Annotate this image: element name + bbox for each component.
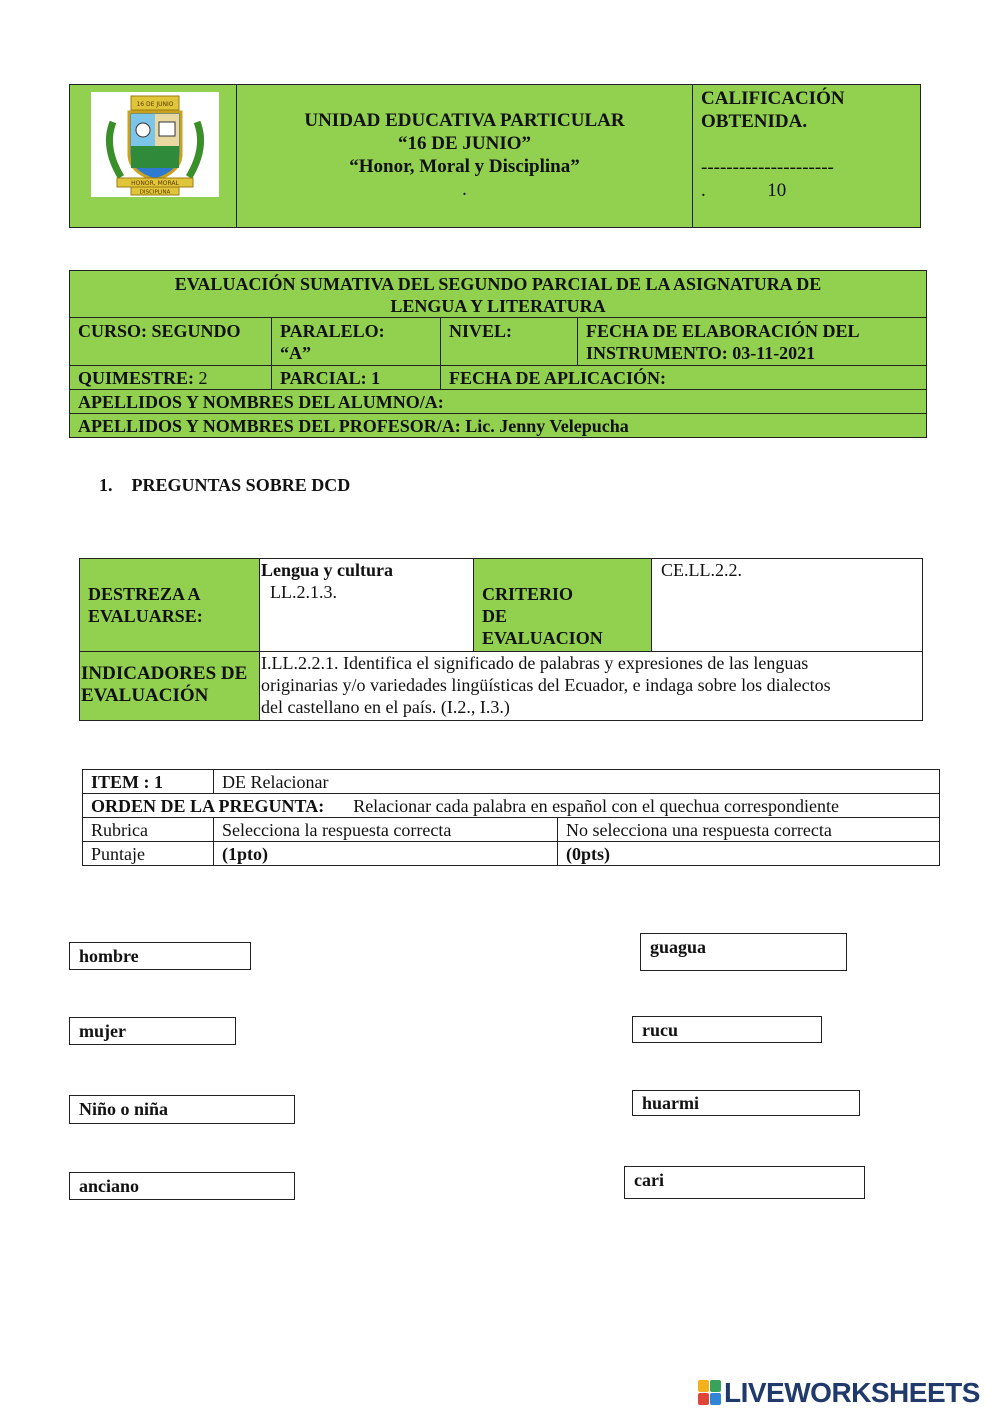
rubrica-no-cell [557, 817, 940, 842]
grade-value: 10 [767, 180, 787, 201]
profesor-label: APELLIDOS Y NOMBRES DEL PROFESOR/A: Lic. Jenny Velepucha [78, 416, 629, 436]
fecha-aplicacion-label: FECHA DE APLICACIÓN: [449, 368, 667, 388]
quimestre-value: 2 [198, 368, 208, 388]
title-dot: . [462, 179, 467, 200]
match-left-label: hombre [79, 946, 139, 966]
quimestre-cell [69, 365, 272, 390]
fecha-elaboracion-cell [577, 317, 927, 366]
indicador-line-1: I.LL.2.2.1. Identifica el significado de palabras y expresiones de las lenguas [261, 653, 809, 673]
match-left-label: Niño o niña [79, 1099, 169, 1119]
match-left-label: anciano [79, 1176, 140, 1196]
match-right-item[interactable] [624, 1166, 865, 1199]
alumno-label: APELLIDOS Y NOMBRES DEL ALUMNO/A: [78, 392, 444, 412]
item-label-cell [82, 769, 214, 794]
rubrica-no: No selecciona una respuesta correcta [566, 820, 832, 840]
match-left-item[interactable] [69, 1017, 236, 1045]
destreza-label-cell [79, 558, 260, 652]
paralelo-label: PARALELO: [280, 321, 385, 341]
item-type-cell [213, 769, 940, 794]
school-motto: “Honor, Moral y Disciplina” [349, 156, 580, 177]
eval-title [69, 270, 927, 318]
puntaje-no-cell [557, 841, 940, 866]
destreza-value-cell [259, 558, 474, 652]
match-left-label: mujer [79, 1021, 126, 1041]
grade-label-2: OBTENIDA. [701, 111, 808, 132]
grade-score [701, 179, 912, 202]
puntaje-ok-cell [213, 841, 558, 866]
curso-label: CURSO: SEGUNDO [78, 321, 241, 341]
rubrica-label: Rubrica [91, 820, 148, 840]
item-type: DE Relacionar [222, 772, 329, 792]
profesor-cell [69, 413, 927, 438]
school-date: “16 DE JUNIO” [397, 133, 531, 154]
alumno-cell [69, 389, 927, 414]
rubrica-ok-cell [213, 817, 558, 842]
svg-text:16 DE JUNIO: 16 DE JUNIO [136, 101, 174, 108]
grade-line: --------------------- [701, 157, 834, 178]
destreza-label-2: EVALUARSE: [88, 606, 203, 626]
orden-cell [82, 793, 940, 818]
nivel-label: NIVEL: [449, 321, 513, 341]
grade-prefix: . [701, 180, 706, 201]
criterio-value-cell [651, 558, 923, 652]
orden-label: ORDEN DE LA PREGUNTA: [91, 796, 325, 816]
puntaje-ok: (1pto) [222, 844, 268, 864]
school-crest-icon [91, 92, 219, 197]
match-right-item[interactable] [632, 1090, 860, 1116]
criterio-label-3: EVALUACION [482, 628, 603, 648]
logo-cell [69, 84, 237, 228]
fecha-elaboracion-value: INSTRUMENTO: 03-11-2021 [586, 343, 816, 363]
match-right-item[interactable] [632, 1016, 822, 1043]
grade-cell [692, 84, 921, 228]
indicadores-label-2: EVALUACIÓN [81, 685, 209, 706]
criterio-label-cell [473, 558, 652, 652]
destreza-code: LL.2.1.3. [270, 582, 337, 602]
fecha-aplicacion-cell [440, 365, 927, 390]
school-name: UNIDAD EDUCATIVA PARTICULAR [304, 110, 625, 131]
puntaje-no: (0pts) [566, 844, 610, 864]
indicadores-value-cell [259, 651, 923, 721]
section-number: 1. [99, 475, 113, 495]
destreza-title: Lengua y cultura [261, 560, 394, 580]
rubrica-cell [82, 817, 214, 842]
quimestre-label: QUIMESTRE: [78, 368, 195, 388]
nivel-cell [440, 317, 578, 366]
eval-title-line-2: LENGUA Y LITERATURA [390, 296, 606, 316]
match-right-item[interactable] [640, 933, 847, 971]
school-title-cell [236, 84, 693, 228]
criterio-code: CE.LL.2.2. [661, 560, 742, 580]
match-left-item[interactable] [69, 1095, 295, 1124]
svg-text:HONOR, MORAL: HONOR, MORAL [131, 180, 179, 187]
puntaje-cell [82, 841, 214, 866]
parcial-label: PARCIAL: 1 [280, 368, 381, 388]
destreza-label: DESTREZA A [88, 584, 201, 604]
match-left-item[interactable] [69, 942, 251, 970]
liveworksheets-icon [698, 1380, 722, 1406]
school-logo [91, 92, 219, 197]
school-header [69, 84, 921, 228]
match-left-item[interactable] [69, 1172, 295, 1200]
liveworksheets-text: LIVEWORKSHEETS [724, 1377, 980, 1408]
liveworksheets-logo [698, 1378, 994, 1408]
indicadores-label: INDICADORES DE [81, 663, 248, 684]
match-right-label: huarmi [642, 1093, 700, 1113]
paralelo-value: “A” [280, 343, 311, 363]
match-right-label: guagua [650, 937, 707, 957]
curso-cell [69, 317, 272, 366]
section-title: PREGUNTAS SOBRE DCD [131, 475, 351, 495]
indicador-line-3: del castellano en el país. (I.2., I.3.) [261, 697, 510, 717]
paralelo-cell [271, 317, 441, 366]
eval-title-line-1: EVALUACIÓN SUMATIVA DEL SEGUNDO PARCIAL DE LA ASIGNATURA DE [174, 274, 822, 294]
puntaje-label: Puntaje [91, 844, 145, 864]
criterio-label-2: DE [482, 606, 508, 626]
indicadores-label-cell [79, 651, 260, 721]
grade-label: CALIFICACIÓN [701, 88, 845, 109]
indicador-line-2: originarias y/o variedades lingüísticas del Ecuador, e indaga sobre los dialectos [261, 675, 831, 695]
match-right-label: cari [634, 1170, 664, 1190]
rubrica-ok: Selecciona la respuesta correcta [222, 820, 452, 840]
section-heading [99, 474, 350, 496]
svg-text:DISCIPLINA: DISCIPLINA [139, 189, 171, 196]
parcial-cell [271, 365, 441, 390]
criterio-label: CRITERIO [482, 584, 574, 604]
item-label: ITEM : 1 [91, 772, 163, 792]
orden-text: Relacionar cada palabra en español con el quechua correspondiente [353, 796, 839, 816]
fecha-elaboracion-label: FECHA DE ELABORACIÓN DEL [586, 321, 860, 341]
match-right-label: rucu [642, 1020, 678, 1040]
